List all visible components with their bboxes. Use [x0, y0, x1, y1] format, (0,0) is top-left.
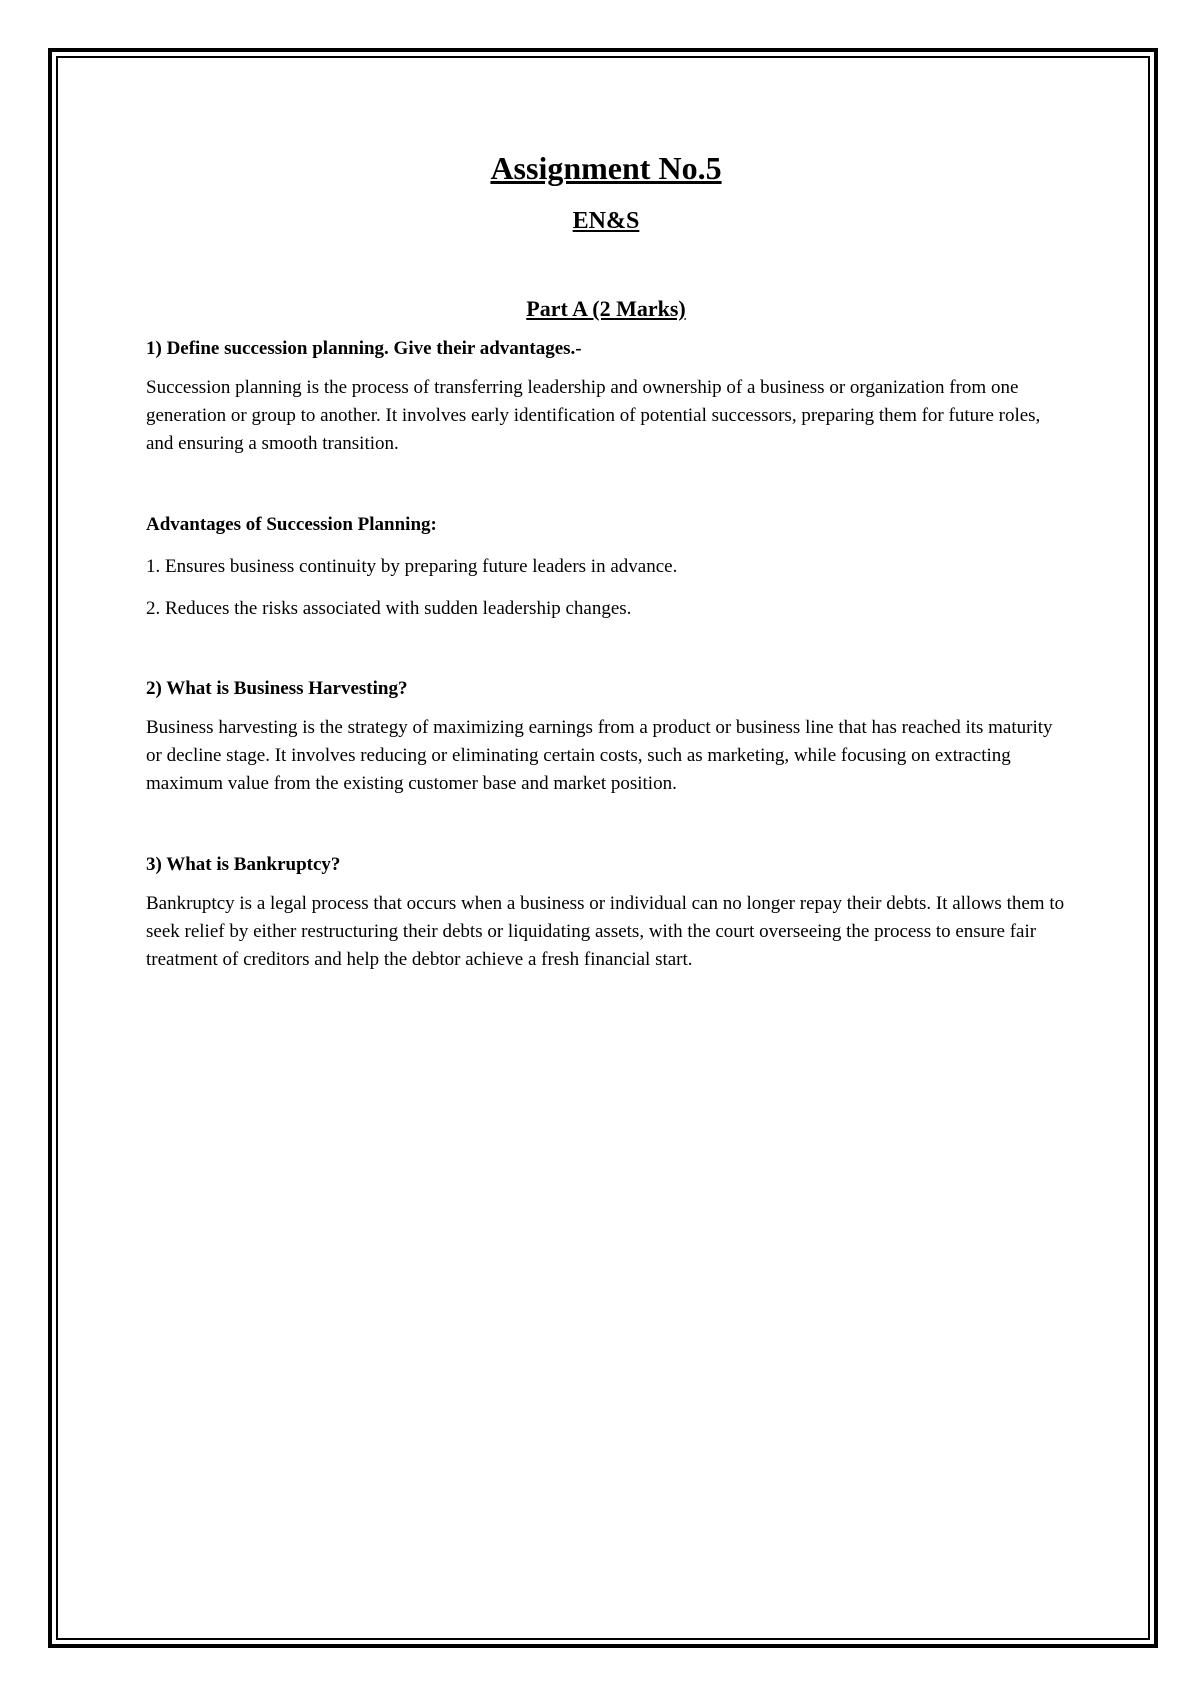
question-2-answer: Business harvesting is the strategy of maximizing earnings from a product or business line that has reached its maturity or decline stage. It involves reducing or eliminating certain costs, such as marketing, while focusing on extracting maximum value from the existing customer base and market position. — [146, 717, 1053, 794]
advantage-item: 1. Ensures business continuity by preparing future leaders in advance. — [146, 556, 678, 577]
advantages-heading: Advantages of Succession Planning: — [146, 514, 437, 535]
part-heading: Part A (2 Marks) — [526, 296, 686, 321]
advantage-item: 2. Reduces the risks associated with sudden leadership changes. — [146, 598, 632, 619]
question-1-answer: Succession planning is the process of transferring leadership and ownership of a business or organization from one generation or group to another. It involves early identification of potential successors, preparing them for future roles, and ensuring a smooth transition. — [146, 377, 1041, 454]
question-3-answer: Bankruptcy is a legal process that occurs when a business or individual can no longer repay their debts. It allows them to seek relief by either restructuring their debts or liquidating assets, with the court overseeing the process to ensure fair treatment of creditors and help the debtor achieve a fresh financial start. — [146, 893, 1065, 970]
page-subtitle: EN&S — [572, 208, 640, 234]
question-3-heading: 3) What is Bankruptcy? — [146, 854, 341, 875]
question-2-heading: 2) What is Business Harvesting? — [146, 678, 408, 699]
question-1-heading: 1) Define succession planning. Give their advantages.- — [146, 338, 582, 359]
document-body — [146, 140, 1066, 974]
page-title: Assignment No.5 — [490, 150, 722, 186]
